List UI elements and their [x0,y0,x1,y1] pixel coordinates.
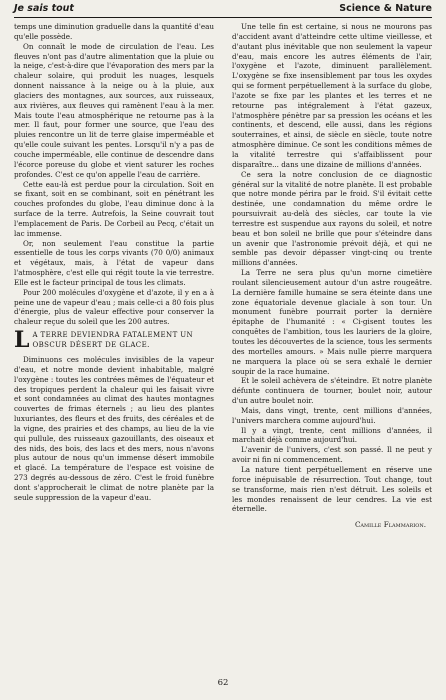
paragraph: Il y a vingt, trente, cent millions d'années, il marchait déjà comme aujourd'hui. [232,425,432,445]
paragraph: Une telle fin est certaine, si nous ne mourons pas d'accident avant d'atteindre cette ultime vieillesse, et d'autant plus inévitable que non seulement la vapeur d'eau, mais encore les autres éléments de l'air, l'oxygène et l'azote, diminuent parallèlement. L'oxygène se fixe insensiblement par tous les oxydes qui se forment perpétuellement à la surface du globe, l'azote se fixe par les plantes et les terres et ne retourne pas intégralement à l'état gazeux, l'atmosphère pénètre par sa pression les océans et les continents, et descend, elle aussi, dans les régions souterraines, et ainsi, de siècle en siècle, toute notre atmosphère diminue. Ce sont les conditions mêmes de la vitalité terrestre qui s'affaiblissent pour disparaître... dans une dizaine de millions d'années. [232,22,432,169]
paragraph: Diminuons ces molécules invisibles de la vapeur d'eau, et notre monde devient inhabitable, malgré l'oxygène : toutes les contrées mêmes de l'équateur et des tropiques perdent la chaleur qui les faisait vivre et sont condamnées au climat des hautes montagnes couvertes de frimas éternels ; au lieu des plantes luxuriantes, des fleurs et des fruits, des céréales et de la vigne, des prairies et des champs, au lieu de la vie qui pullule, des ruisseaux gazouillants, des oiseaux et des nids, des bois, des lacs et des mers, nous n'avons plus autour de nous qu'un immense désert immobile et glacé. La température de l'espace est voisine de 273 degrés au-dessous de zéro. C'est le froid funèbre dont s'approcherait le climat de notre planète par la seule suppression de la vapeur d'eau. [14,354,214,502]
section-title: Science & Nature [339,3,432,14]
paragraph: Or, non seulement l'eau constitue la partie essentielle de tous les corps vivants (70 0/0) animaux et végétaux, mais, à l'état de vapeur dans l'atmosphère, c'est elle qui régit toute la vie terrestre. Elle est le facteur principal de tous les climats. [14,238,214,287]
right-column [232,22,432,654]
paragraph: Pour 200 molécules d'oxygène et d'azote, il y en a à peine une de vapeur d'eau ; mais celle-ci a 80 fois plus d'énergie, plus de valeur effective pour conserver la chaleur reçue du soleil que les 200 autres. [14,287,214,327]
subheading-text: A TERRE DEVIENDRA FATALEMENT UN OBSCUR DÉSERT DE GLACE. [32,331,194,349]
section-subheading [14,327,214,354]
page-number: 62 [217,678,229,688]
paragraph: Et le soleil achèvera de s'éteindre. Et notre planète défunte continuera de tourner, boulet noir, autour d'un autre boulet noir. [232,376,432,406]
paragraph: On connaît le mode de circulation de l'eau. Les fleuves n'ont pas d'autre alimentation que la pluie ou la neige, c'est-à-dire que l'évaporation des mers par la chaleur solaire, qui produit les nuages, lesquels donnent naissance à la neige ou à la pluie, aux glaciers des montagnes, aux sources, aux ruisseaux, aux rivières, aux fleuves qui ramènent l'eau à la mer. Mais toute l'eau atmosphérique ne retourne pas à la mer. Il faut, pour former une source, que l'eau des pluies rencontre un lit de terre glaise imperméable et qu'elle coule suivant les pentes. Lorsqu'il n'y a pas de couche imperméable, elle continue de descendre dans l'écorce poreuse du globe et vient saturer les roches profondes. C'est ce qu'on appelle l'eau de carrière. [14,41,214,179]
paragraph: Cette eau-là est perdue pour la circulation. Soit en se fixant, soit en se combinant, soit en pénétrant les couches profondes du globe, l'eau diminue donc à la surface de la terre. Autrefois, la Seine couvrait tout l'emplacement de Paris. De Corbeil au Pecq, c'était un lac immense. [14,179,214,238]
paragraph: La Terre ne sera plus qu'un morne cimetière roulant silencieusement autour d'un astre rougeâtre. La dernière famille humaine se sera éteinte dans une zone équatoriale devenue glaciale à son tour. Un monument funèbre pourrait porter la dernière épitaphe de l'humanité : « Ci-gisent toutes les conquêtes de l'ambition, tous les lauriers de la gloire, toutes les découvertes de la science, tous les serments des mortelles amours. » Mais nulle pierre marquera ne marquera la place où se sera exhalé le dernier soupir de la race humaine. [232,268,432,376]
paragraph: La nature tient perpétuellement en réserve une force inépuisable de résurrection. Tout change, tout se transforme, mais rien n'est détruit. Les soleils et les mondes renaissent de leur cendres. La vie est éternelle. [232,464,432,514]
running-header [14,3,432,17]
paragraph: temps une diminution graduelle dans la quantité d'eau qu'elle possède. [14,22,214,41]
drop-cap: L [14,327,30,354]
paragraph: L'avenir de l'univers, c'est son passé. Il ne peut y avoir ni fin ni commencement. [232,445,432,465]
author-signature: Camille Flammarion. [354,520,426,530]
header-rule [14,17,432,18]
left-column [14,22,214,654]
paragraph: Mais, dans vingt, trente, cent millions d'années, l'univers marchera comme aujourd'hui. [232,405,432,425]
magazine-title: Je sais tout [14,3,74,14]
paragraph: Ce sera la notre conclusion de ce diagnostic général sur la vitalité de notre planète. Il est probable que notre monde périra par le froid. S'il évitait cette destinée, une condamnation du même ordre le poursuivrait au-delà des siècles, car toute la vie terrestre est suspendue aux rayons du soleil, et notre beau et bon soleil ne brille que pour s'éteindre dans un avenir que l'astronomie prévoit déjà, et qui ne semble pas devoir dépasser vingt-cinq ou trente millions d'années. [232,169,432,268]
